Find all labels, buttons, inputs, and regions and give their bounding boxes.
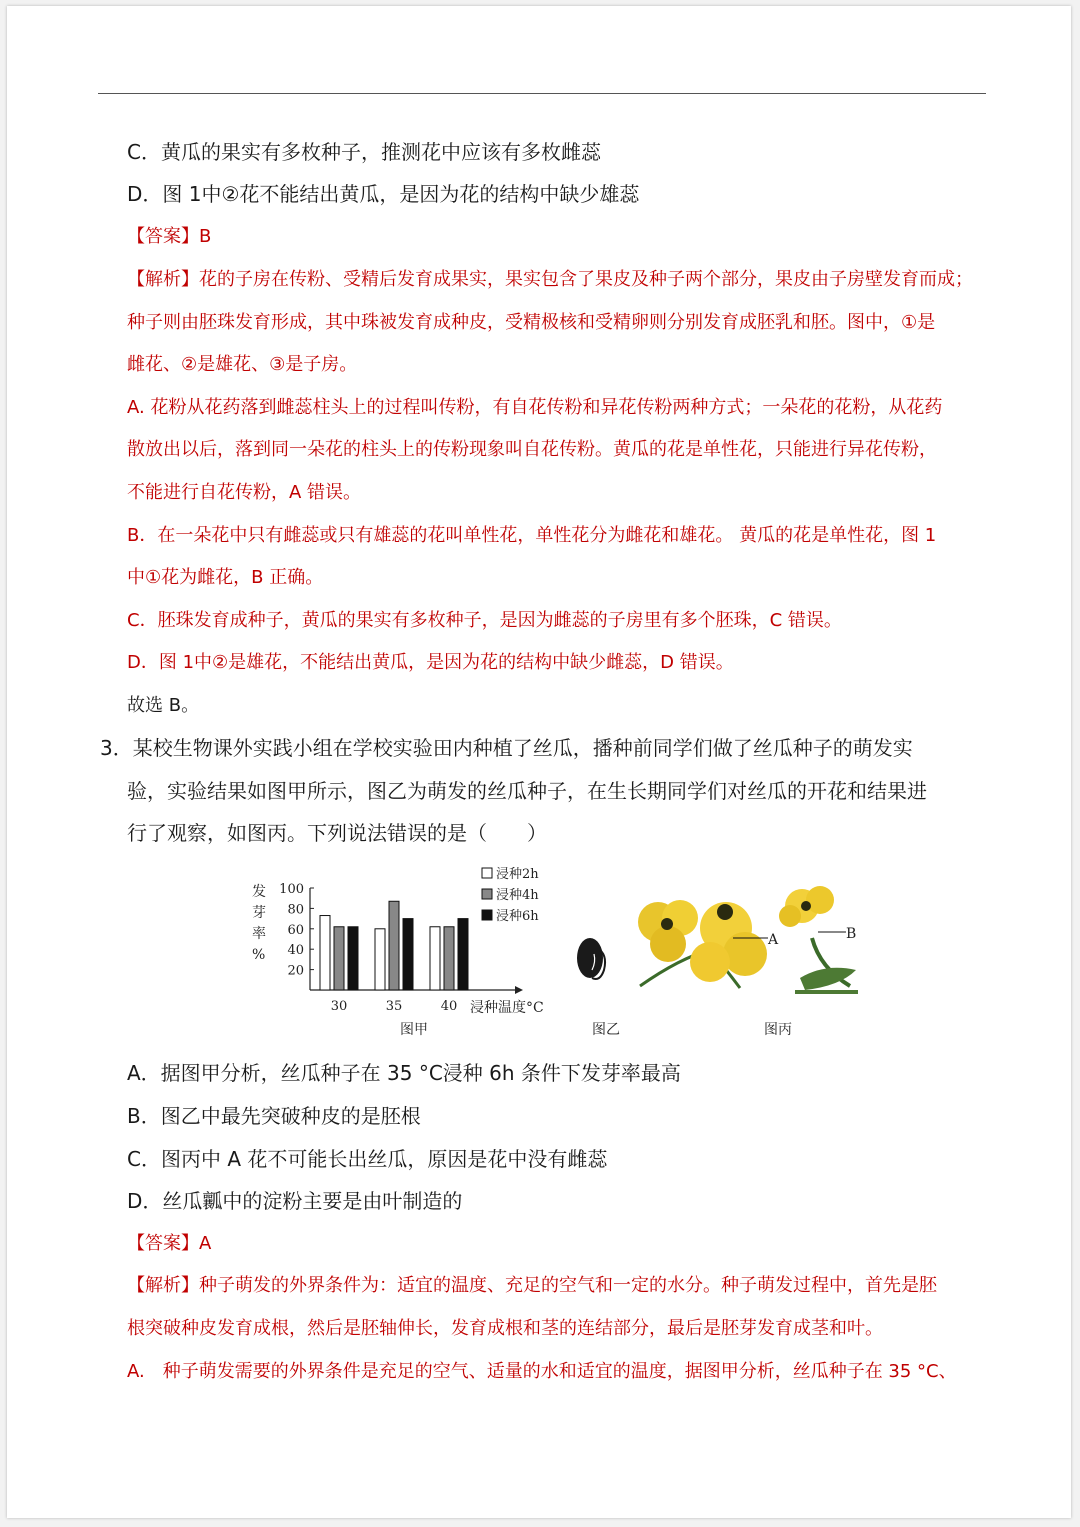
chart-legend-label: 浸种4h: [496, 888, 539, 903]
q2-analysis-line: 散放出以后，落到同一朵花的柱头上的传粉现象叫自花传粉。黄瓜的花是单性花，只能进行异花传粉，: [127, 439, 937, 460]
chart-ylabel-char: 率: [252, 926, 266, 942]
q3-answer: 【答案】A: [127, 1233, 212, 1254]
chart-x-tick-label: 30: [330, 999, 348, 1014]
chart-x-axis-arrow: [515, 986, 523, 994]
chart-y-tick-label: 20: [287, 963, 304, 979]
chart-x-ticks: [331, 999, 458, 1014]
header-rule: [98, 93, 986, 94]
chart-bar: [348, 927, 358, 990]
q2-analysis-line: 中①花为雌花，B 正确。: [127, 567, 324, 588]
q3-option-c: C．图丙中 A 花不可能长出丝瓜，原因是花中没有雌蕊: [127, 1147, 608, 1171]
chart-bar: [444, 927, 454, 990]
chart-y-ticks: [279, 882, 314, 979]
q2-analysis-line: A. 花粉从花药落到雌蕊柱头上的过程叫传粉，有自花传粉和异花传粉两种方式；一朵花的花粉，从花药: [127, 397, 943, 418]
chart-x-tick-label: 40: [440, 999, 458, 1014]
q2-analysis-line: D．图 1中②是雄花，不能结出黄瓜，是因为花的结构中缺少雌蕊，D 错误。: [127, 652, 734, 673]
caption-bing: 图丙: [764, 1022, 792, 1038]
caption-jia: 图甲: [400, 1022, 428, 1038]
q3-option-d: D．丝瓜瓤中的淀粉主要是由叶制造的: [127, 1189, 463, 1213]
q2-option-d: D．图 1中②花不能结出黄瓜，是因为花的结构中缺少雄蕊: [127, 182, 640, 206]
q3-option-a: A．据图甲分析，丝瓜种子在 35 °C浸种 6h 条件下发芽率最高: [127, 1061, 681, 1085]
chart-ylabel-char: %: [252, 947, 266, 963]
q2-option-c: C．黄瓜的果实有多枚种子，推测花中应该有多枚雌蕊: [127, 140, 601, 164]
chart-bar: [375, 929, 385, 990]
chart-bar: [334, 927, 344, 990]
chart-legend: [482, 867, 539, 924]
q2-conclusion: 故选 B。: [127, 695, 200, 716]
flower-a-illustration: [638, 900, 768, 988]
chart-ylabel-char: 发: [252, 884, 266, 900]
q3-stem-line: 3．某校生物课外实践小组在学校实验田内种植了丝瓜，播种前同学们做了丝瓜种子的萌发实: [100, 736, 913, 760]
chart-y-tick-label: 40: [287, 943, 304, 959]
chart-legend-swatch: [482, 910, 492, 920]
q2-analysis-line: 种子则由胚珠发育形成，其中珠被发育成种皮，受精极核和受精卵则分别发育成胚乳和胚。图中，①是: [127, 312, 936, 333]
q3-analysis-line: 【解析】种子萌发的外界条件为：适宜的温度、充足的空气和一定的水分。种子萌发过程中，首先是胚: [127, 1275, 937, 1296]
q3-analysis-line: A. 种子萌发需要的外界条件是充足的空气、适量的水和适宜的温度，据图甲分析，丝瓜种子在 35 °C、: [127, 1361, 957, 1382]
q2-analysis-line: 【解析】花的子房在传粉、受精后发育成果实，果实包含了果皮及种子两个部分，果皮由子房壁发育而成；: [127, 269, 973, 290]
q2-analysis-line: B．在一朵花中只有雌蕊或只有雄蕊的花叫单性花，单性花分为雌花和雄花。 黄瓜的花是单性花，图 1: [127, 525, 937, 546]
flower-label-a: A: [768, 932, 779, 948]
chart-bars: [320, 901, 468, 990]
chart-ylabel: [252, 884, 266, 963]
germinating-seed-illustration: [577, 938, 605, 979]
flower-label-b: B: [846, 926, 857, 942]
chart-y-tick-label: 100: [279, 882, 304, 897]
q3-stem-line: 验，实验结果如图甲所示，图乙为萌发的丝瓜种子，在生长期同学们对丝瓜的开花和结果进: [127, 779, 927, 803]
chart-legend-swatch: [482, 868, 492, 878]
q3-stem-line: 行了观察，如图丙。下列说法错误的是（ ）: [127, 821, 547, 845]
chart-bar: [320, 916, 330, 990]
q2-analysis-line: C．胚珠发育成种子，黄瓜的果实有多枚种子，是因为雌蕊的子房里有多个胚珠，C 错误。: [127, 610, 842, 631]
chart-xlabel: 浸种温度°C: [470, 1000, 544, 1016]
chart-legend-label: 浸种6h: [496, 909, 539, 924]
q2-answer: 【答案】B: [127, 226, 212, 247]
chart-legend-swatch: [482, 889, 492, 899]
chart-y-tick-label: 80: [287, 902, 304, 918]
chart-ylabel-char: 芽: [252, 905, 266, 921]
q3-figure: [240, 858, 880, 1043]
chart-bar: [458, 919, 468, 990]
caption-yi: 图乙: [592, 1022, 620, 1038]
q3-option-b: B．图乙中最先突破种皮的是胚根: [127, 1104, 421, 1128]
chart-bar: [403, 919, 413, 990]
chart-bar: [430, 927, 440, 990]
chart-legend-label: 浸种2h: [496, 867, 539, 882]
q3-analysis-line: 根突破种皮发育成根，然后是胚轴伸长，发育成根和茎的连结部分，最后是胚芽发育成茎和叶。: [127, 1318, 883, 1339]
chart-x-tick-label: 35: [385, 999, 403, 1014]
q2-analysis-line: 不能进行自花传粉，A 错误。: [127, 482, 362, 503]
chart-y-tick-label: 60: [287, 922, 304, 938]
chart-bar: [389, 901, 399, 990]
q2-analysis-line: 雌花、②是雄花、③是子房。: [127, 354, 358, 375]
